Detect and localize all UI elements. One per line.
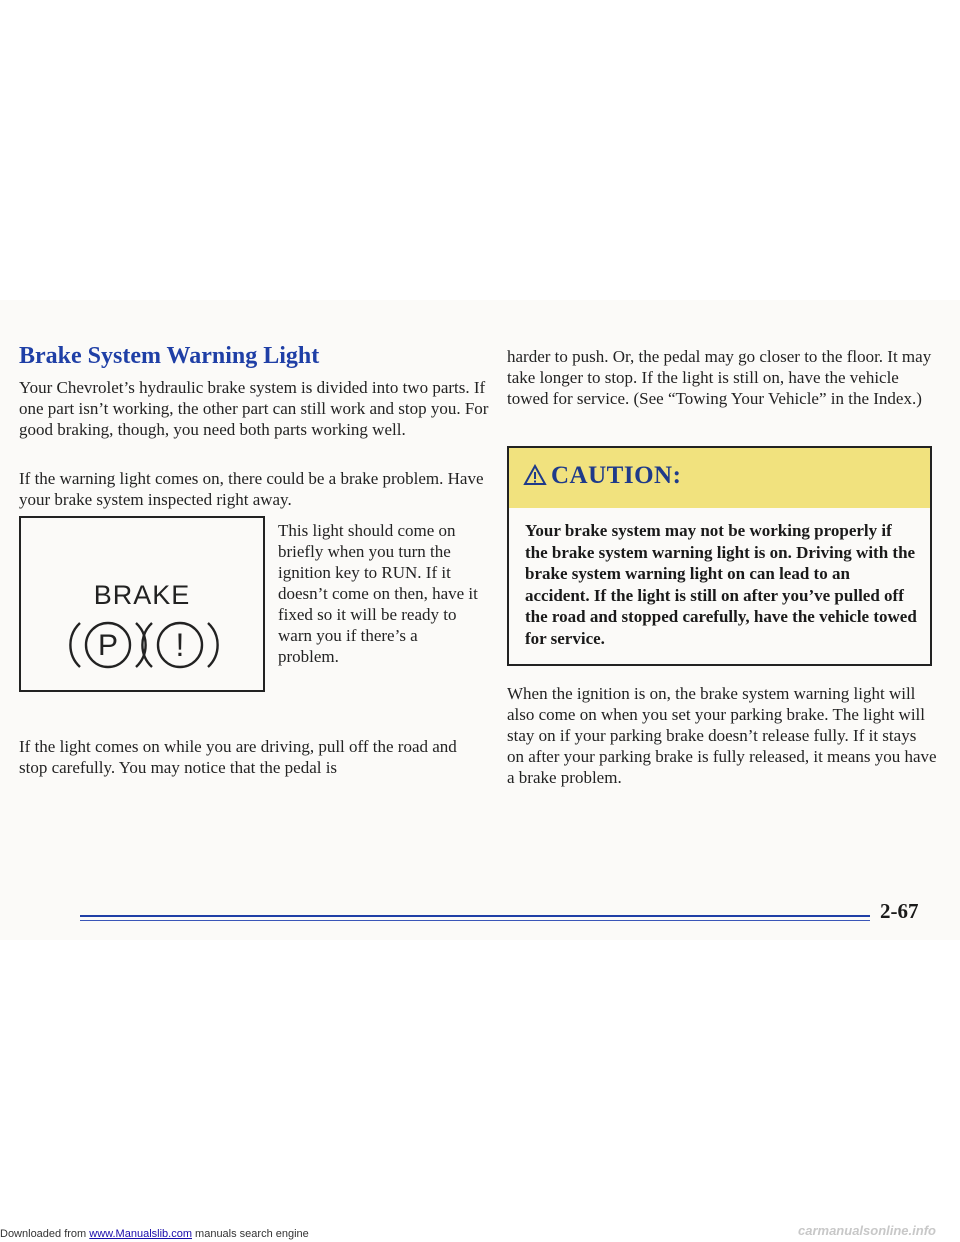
footer-prefix: Downloaded from	[0, 1228, 90, 1240]
section-heading: Brake System Warning Light	[19, 343, 320, 369]
parking-brake-p-icon	[70, 623, 145, 667]
caution-text: Your brake system may not be working properly if the brake system warning light is on. Driving with the brake system warning light on can lead to an accident. If the light is still on after you’ve pulled off the road and stopped carefully, have the vehicle towed for service.	[525, 521, 917, 648]
lamp-description: This light should come on briefly when you turn the ignition key to RUN. If it doesn’t come on then, have it fixed so it will be ready to warn you if there’s a problem.	[278, 521, 478, 666]
lamp-symbols	[64, 613, 224, 677]
exclamation-circle-icon	[142, 623, 217, 667]
footer-rule	[80, 915, 870, 917]
brake-warning-lamp-illustration	[19, 516, 265, 692]
footer-suffix: manuals search engine	[191, 1228, 309, 1240]
download-footer	[0, 1228, 309, 1240]
driving-paragraph: If the light comes on while you are driving, pull off the road and stop carefully. You may notice that the pedal is	[19, 737, 457, 777]
warning-paragraph: If the warning light comes on, there could be a brake problem. Have your brake system inspected right away.	[19, 469, 484, 509]
warning-triangle-icon	[523, 464, 547, 486]
lamp-brake-word: BRAKE	[93, 580, 191, 610]
caution-banner	[509, 448, 930, 508]
caution-title: CAUTION:	[551, 462, 682, 489]
caution-box	[507, 446, 932, 666]
manualslib-link[interactable]: www.Manualslib.com	[89, 1228, 192, 1240]
parking-brake-paragraph: When the ignition is on, the brake system warning light will also come on when you set your parking brake. The light will stay on if your parking brake doesn’t release fully. If it stays on after your parking brake is fully released, it means you have a brake problem.	[507, 684, 937, 787]
footer-rule-thin	[80, 920, 870, 921]
continued-paragraph: harder to push. Or, the pedal may go closer to the floor. It may take longer to stop. If the light is still on, have the vehicle towed for service. (See “Towing Your Vehicle” in the Index.)	[507, 347, 932, 408]
site-watermark: carmanualsonline.info	[798, 1223, 936, 1238]
intro-paragraph: Your Chevrolet’s hydraulic brake system is divided into two parts. If one part isn’t working, the other part can still work and stop you. For good braking, though, you need both parts working well.	[19, 378, 489, 439]
svg-text:P: P	[97, 629, 119, 662]
page-number: 2-67	[880, 899, 919, 923]
svg-text:!: !	[175, 627, 185, 663]
